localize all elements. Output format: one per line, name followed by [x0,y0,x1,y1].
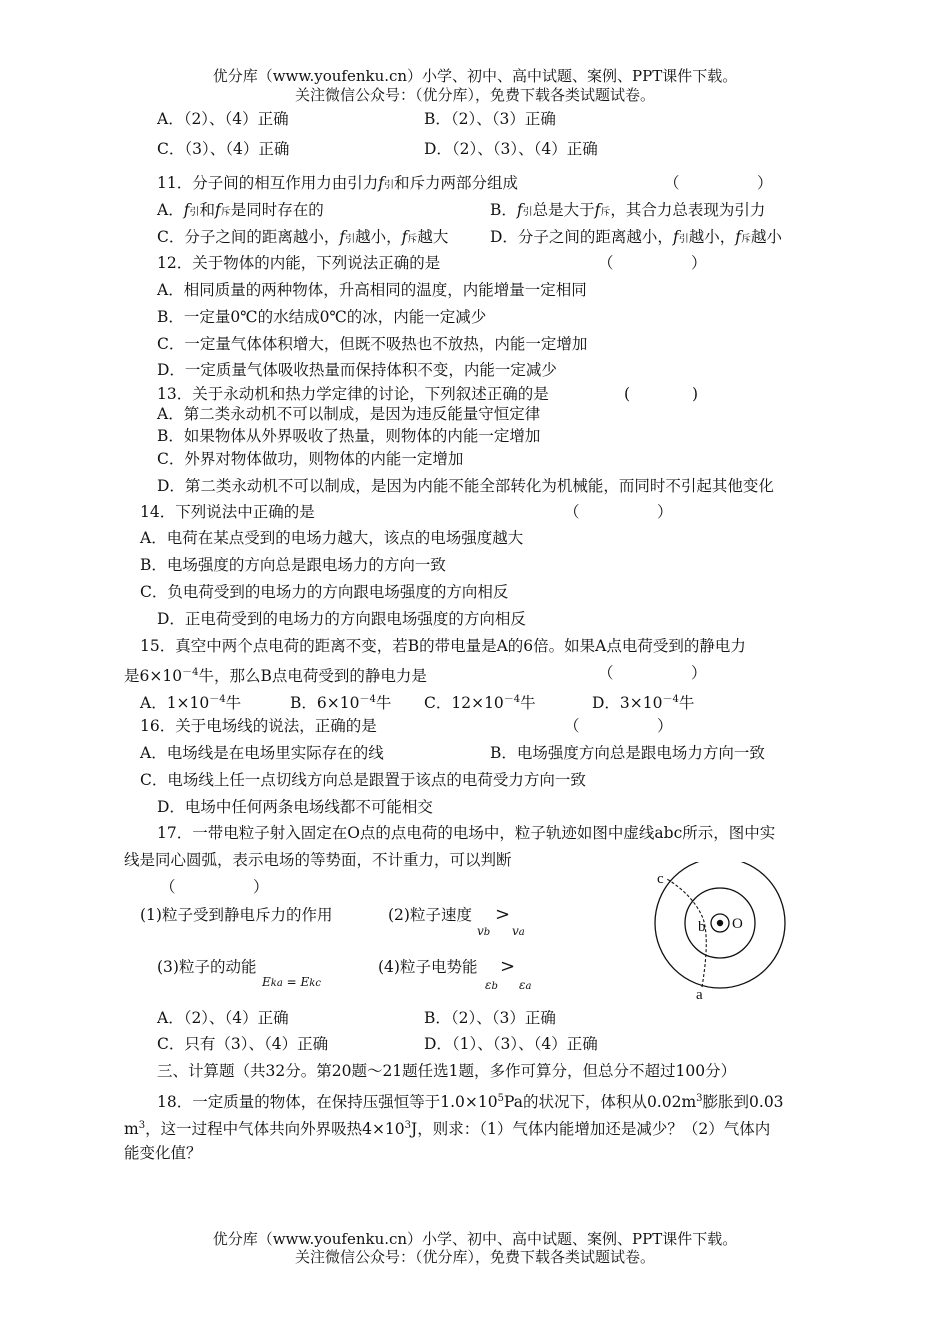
q13-answer-paren: ( ) [624,385,699,403]
q14-option-c: C．负电荷受到的电场力的方向跟电场强度的方向相反 [140,583,509,601]
figure-label-a: a [696,987,703,1003]
q17-option-c: C．只有（3）、（4）正确 [157,1035,329,1053]
q17-answer-paren: （ ） [160,878,269,896]
q17-s4-eps-a: εa [519,978,532,992]
section-3-title: 三、计算题（共32分。第20题～21题任选1题，多作可算分，但总分不超过100分） [157,1062,737,1080]
q11-option-c: C．分子之间的距离越小，f引越小，f斥越大 [157,228,449,246]
q13-option-d: D．第二类永动机不可以制成，是因为内能不能全部转化为机械能，而同时不引起其他变化 [157,477,774,495]
q16-option-d: D．电场中任何两条电场线都不可能相交 [157,798,433,816]
q10-option-d: D．（2）、（3）、（4）正确 [424,140,598,158]
q14-answer-paren: （ ） [564,503,673,521]
q15-option-b: B．$6\times 10^{-4}$牛 [290,694,392,712]
footer-line-2: 关注微信公众号：（优分库），免费下载各类试题试卷。 [294,1248,655,1266]
q16-answer-paren: （ ） [564,717,673,735]
q11-option-b: B．f引总是大于f斥，其合力总表现为引力 [490,201,766,219]
q13-option-b: B．如果物体从外界吸收了热量，则物体的内能一定增加 [157,427,541,445]
q12-stem: 12．关于物体的内能，下列说法正确的是 [157,254,441,272]
point-charge-dot [717,920,723,926]
q17-statement-3: (3)粒子的动能 [157,958,257,976]
q12-option-b: B．一定量0℃的水结成0℃的冰，内能一定减少 [157,308,487,326]
q11-option-a: A．f引和f斥是同时存在的 [157,201,324,219]
q17-s4-eps-b: εb [485,978,498,992]
q16-option-c: C．电场线上任一点切线方向总是跟置于该点的电荷受力方向一致 [140,771,586,789]
figure-label-o: O [732,916,743,932]
q10-option-c: C．（3）、（4）正确 [157,140,290,158]
q14-stem: 14．下列说法中正确的是 [140,503,315,521]
q13-option-a: A．第二类永动机不可以制成，是因为违反能量守恒定律 [157,405,541,423]
q15-answer-paren: （ ） [598,664,707,682]
footer-line-1: 优分库（www.youfenku.cn）小学、初中、高中试题、案例、PPT课件下载。 [212,1230,738,1248]
q17-stem-line-1: 17．一带电粒子射入固定在O点的点电荷的电场中，粒子轨迹如图中虚线abc所示，图中实 [157,824,776,842]
q16-stem: 16．关于电场线的说法，正确的是 [140,717,377,735]
figure-label-b: b [698,919,706,935]
q18-line-3: 能变化值？ [124,1144,202,1162]
q14-option-d: D．正电荷受到的电场力的方向跟电场强度的方向相反 [157,610,526,628]
q17-figure [645,862,805,1004]
figure-label-c: c [657,871,664,887]
q17-s3-expr: Eka = Ekc [262,975,321,989]
q17-option-d: D．（1）、（3）、（4）正确 [424,1035,598,1053]
q14-option-b: B．电场强度的方向总是跟电场力的方向一致 [140,556,446,574]
q18-line-2: $m^3$，这一过程中气体共向外界吸热$4\times 10^3J$，则求：（1）气体内能增加还是减少？（2）气体内 [124,1120,771,1138]
q11-stem: 11．分子间的相互作用力由引力f引和斥力两部分组成 [157,174,518,192]
header-line-2: 关注微信公众号：（优分库），免费下载各类试题试卷。 [294,86,655,104]
header-line-1: 优分库（www.youfenku.cn）小学、初中、高中试题、案例、PPT课件下载。 [212,67,738,85]
q15-stem-line-2: 是$6\times 10^{-4}$牛，那么B点电荷受到的静电力是 [124,667,427,685]
q17-statement-2: (2)粒子速度 [388,906,472,924]
q10-option-a: A．（2）、（4）正确 [157,110,289,128]
q17-s4-gt: > [500,956,516,977]
q15-option-a: A．$1\times 10^{-4}$牛 [140,694,242,712]
q12-answer-paren: （ ） [598,254,707,272]
q17-statement-1: (1)粒子受到静电斥力的作用 [140,906,333,924]
q17-s2-gt: > [495,904,511,925]
q10-option-b: B．（2）、（3）正确 [424,110,556,128]
q12-option-d: D．一定质量气体吸收热量而保持体积不变，内能一定减少 [157,361,557,379]
q12-option-a: A．相同质量的两种物体，升高相同的温度，内能增量一定相同 [157,281,587,299]
q16-option-a: A．电场线是在电场里实际存在的线 [140,744,384,762]
q13-stem: 13．关于永动机和热力学定律的讨论，下列叙述正确的是 [157,385,549,403]
q11-option-d: D．分子之间的距离越小，f引越小，f斥越小 [490,228,782,246]
q14-option-a: A．电荷在某点受到的电场力越大，该点的电场强度越大 [140,529,524,547]
q15-stem-line-1: 15．真空中两个点电荷的距离不变，若B的带电量是A的6倍。如果A点电荷受到的静电力 [140,637,746,655]
q13-option-c: C．外界对物体做功，则物体的内能一定增加 [157,450,464,468]
q17-stem-line-2: 线是同心圆弧，表示电场的等势面，不计重力，可以判断 [124,851,512,869]
q16-option-b: B．电场强度方向总是跟电场力方向一致 [490,744,765,762]
q17-s2-v-b: vb [477,924,491,938]
q11-answer-paren: （ ） [664,174,773,192]
q15-option-c: C．$12\times 10^{-4}$牛 [424,694,536,712]
q18-line-1: 18．一定质量的物体，在保持压强恒等于$1.0\times 10^5Pa$的状况下，体积从$0.02m^3$膨胀到0.03 [157,1093,784,1111]
q17-s2-v-a: va [512,924,525,938]
q17-option-a: A．（2）、（4）正确 [157,1009,289,1027]
q17-option-b: B．（2）、（3）正确 [424,1009,556,1027]
q12-option-c: C．一定量气体体积增大，但既不吸热也不放热，内能一定增加 [157,335,588,353]
q15-option-d: D．$3\times 10^{-4}$牛 [592,694,695,712]
q17-statement-4: (4)粒子电势能 [378,958,478,976]
